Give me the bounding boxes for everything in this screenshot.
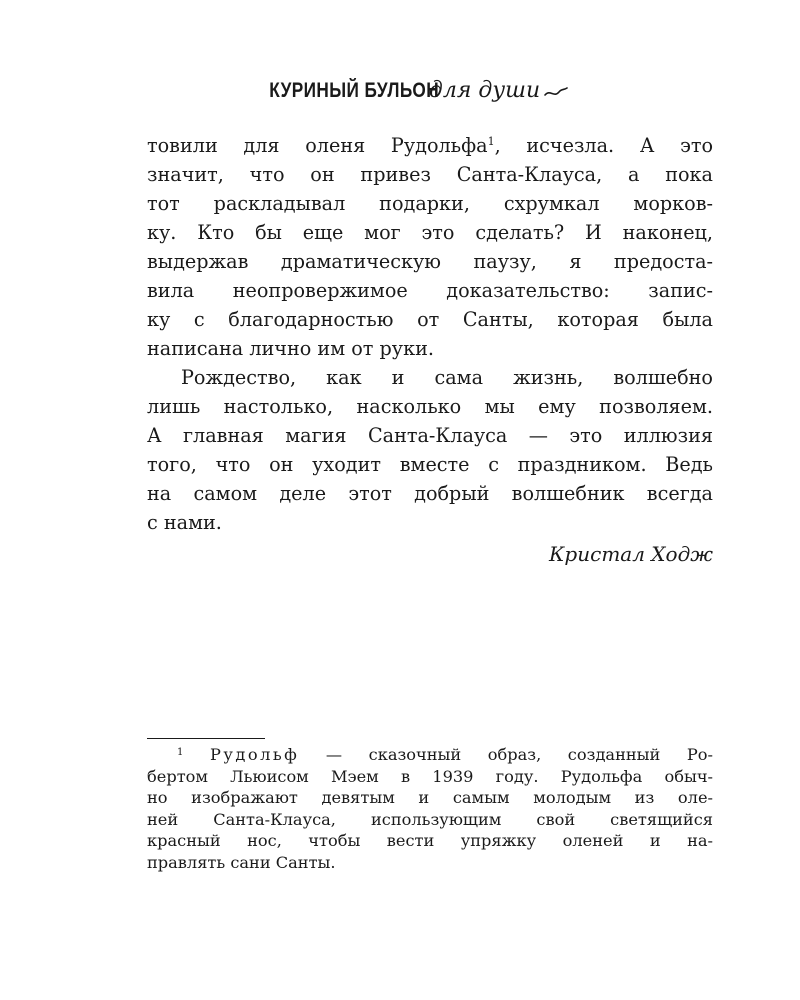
paragraph-continued [147,131,713,363]
footnote-line: красный нос, чтобы вести упряжку оленей и на- [147,831,713,850]
footnote-line: ней Санта-Клауса, использующим свой светящийся [147,809,713,829]
running-header [0,78,800,103]
text-line: написана лично им от руки. [147,337,434,360]
footnote-line: но изображают девятым и самым молодым из оле- [147,788,713,807]
text-line: товили для оленя Рудольфа$^1$, исчезла. А это [147,134,713,157]
author-signature: Кристал Ходж [548,542,713,566]
footnote-number: 1 [177,747,184,758]
footnote-line: $^1$ Рудольф — сказочный образ, созданный Ро- [177,745,713,764]
text-line: выдержав драматическую паузу, я предоста- [147,250,713,273]
footnote-divider [147,738,265,739]
footnote-term: Рудольф [209,745,300,764]
text-line: лишь настолько, насколько мы ему позволяем. [147,395,713,418]
flourish-icon [544,86,568,100]
paragraph [147,363,713,537]
text-line: ку с благодарностью от Санты, которая была [147,308,713,331]
footnote-line: бертом Льюисом Мэем в 1939 году. Рудольфа обыч- [147,766,713,786]
text-line: с нами. [147,511,222,534]
footnote-line: правлять сани Санты. [147,852,336,872]
text-line: вила неопровержимое доказательство: запис- [147,279,713,302]
text-line: Рождество, как и сама жизнь, волшебно [181,366,713,389]
text-line: того, что он уходит вместе с праздником. Ведь [147,453,713,476]
text-line: на самом деле этот добрый волшебник всегда [147,482,713,505]
book-title-script: для души [428,78,541,103]
text-line: тот раскладывал подарки, схрумкал морков- [147,192,713,215]
footnote-ref[interactable]: 1 [487,135,495,148]
text-line: ку. Кто бы еще мог это сделать? И наконец, [147,221,713,244]
text-line: А главная магия Санта-Клауса — это иллюзия [147,424,713,447]
text-line: значит, что он привез Санта-Клауса, а пока [147,163,713,186]
book-title-main: КУРИНЫЙ БУЛЬОН [269,79,439,102]
footnote [147,744,713,873]
